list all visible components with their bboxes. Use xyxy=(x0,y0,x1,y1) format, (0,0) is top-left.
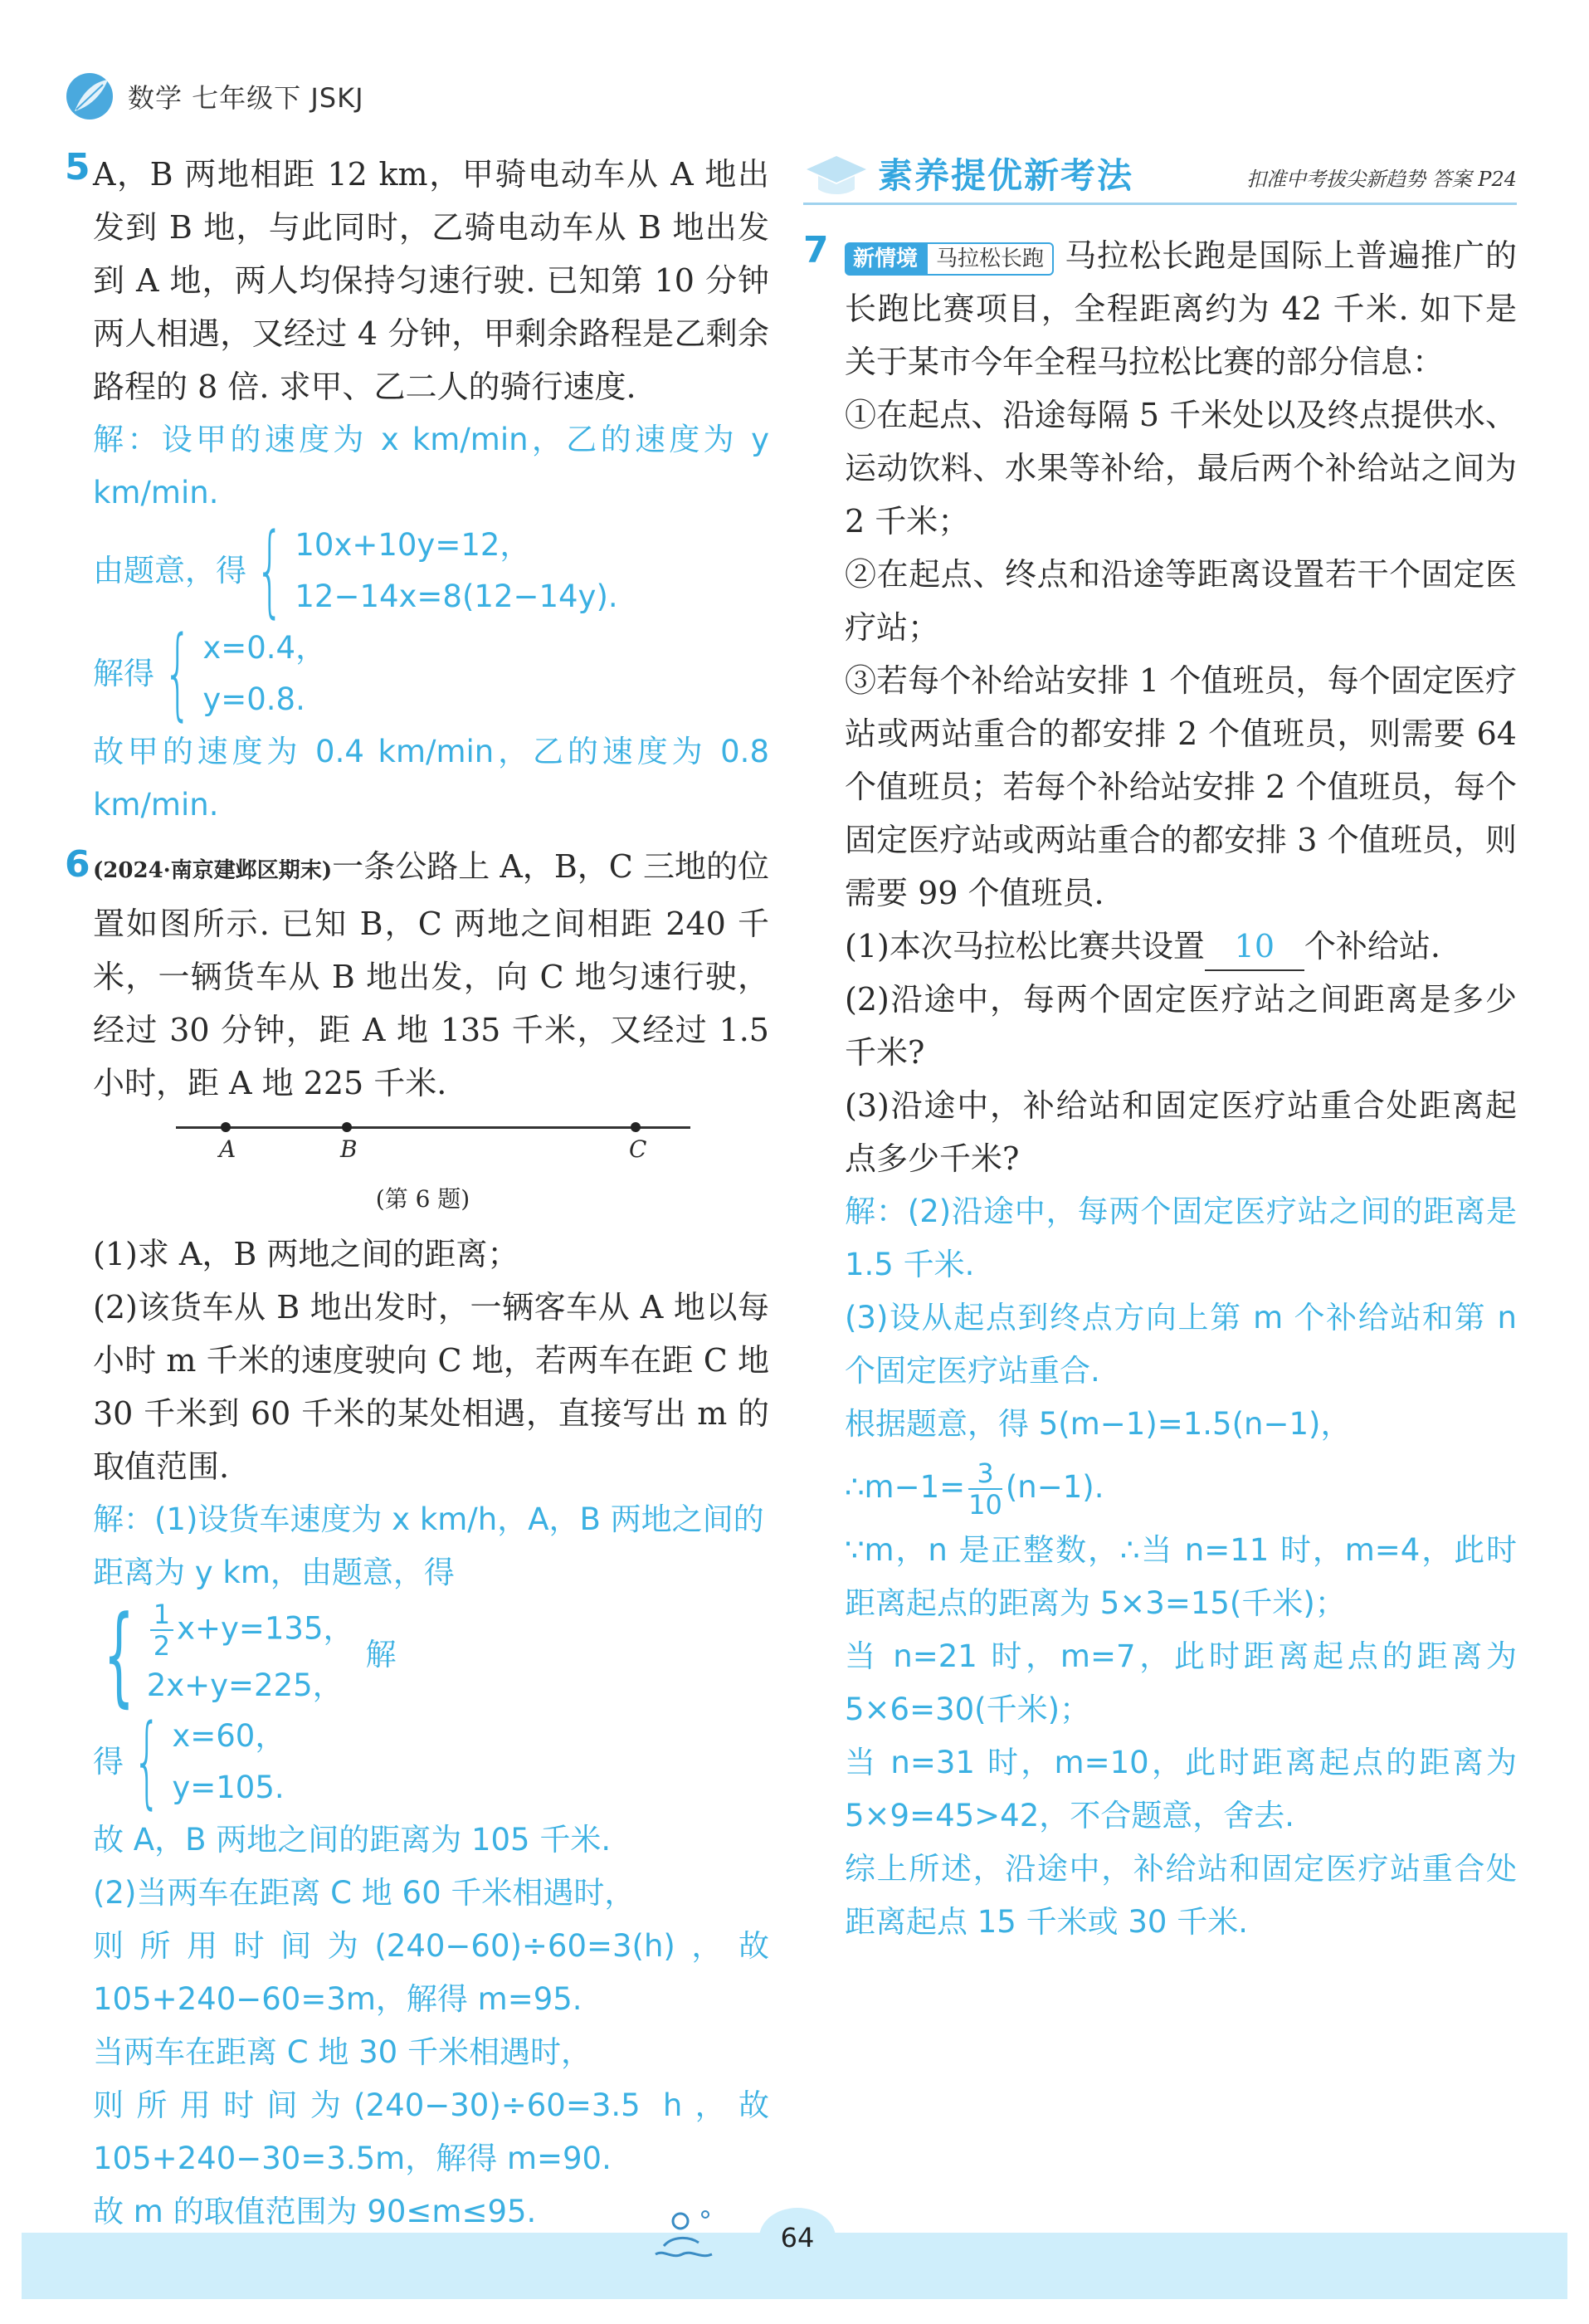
q7-sub2: (2)沿途中，每两个固定医疗站之间距离是多少千米? xyxy=(845,981,1517,1071)
q7-sub1-post: 个补给站. xyxy=(1304,928,1440,964)
q7-answer-line: 解：(2)沿途中，每两个固定医疗站之间的距离是 1.5 千米. xyxy=(845,1194,1517,1282)
new-context-tag: 新情境 xyxy=(845,242,926,276)
q7-sub3: (3)沿途中，补给站和固定医疗站重合处距离起点多少千米? xyxy=(845,1087,1517,1177)
question-6-number: 6 xyxy=(65,843,90,886)
q5-eq2: 12−14x=8(12−14y). xyxy=(295,579,618,614)
q6-sol2: y=105. xyxy=(172,1770,285,1805)
left-brace-icon: { xyxy=(132,1704,162,1819)
question-5-number: 5 xyxy=(65,146,90,188)
q6-sol-label: 得 xyxy=(93,1744,124,1780)
q7-sub1-pre: (1)本次马拉松比赛共设置 xyxy=(845,928,1205,964)
q7-ans4-post: (n−1). xyxy=(1005,1469,1104,1505)
q6-stem-block xyxy=(93,840,769,1110)
section-divider xyxy=(803,203,1517,205)
q6-sol1: x=60， xyxy=(172,1718,286,1754)
q7-answer-line: 当 n=21 时，m=7，此时距离起点的距离为 5×6=30(千米)； xyxy=(845,1638,1517,1727)
q5-eq1: 10x+10y=12， xyxy=(295,527,531,563)
point-b xyxy=(342,1122,352,1132)
q6-figure xyxy=(93,1116,769,1183)
q7-answer-line: (3)设从起点到终点方向上第 m 个补给站和第 n 个固定医疗站重合. xyxy=(845,1300,1517,1389)
q6-sub2: (2)该货车从 B 地出发时，一辆客车从 A 地以每小时 m 千米的速度驶向 C 地，若两车在距 C 地 30 千米到 60 千米的某处相遇，直接写出 m 的取值范围. xyxy=(93,1289,769,1485)
q7-answer-line: ∵m，n 是正整数，∴当 n=11 时，m=4，此时距离起点的距离为 5×3=15(千米)； xyxy=(845,1532,1517,1621)
q6-line: 则所用时间为(240−60)÷60=3(h)，故 105+240−60=3m，解得 m=95. xyxy=(93,1928,769,2017)
q6-sub1: (1)求 A，B 两地之间的距离； xyxy=(93,1236,519,1272)
marathon-tag: 马拉松长跑 xyxy=(926,242,1054,276)
point-a xyxy=(221,1122,231,1132)
book-title: 数学 七年级下 JSKJ xyxy=(128,82,364,114)
q6-line: (2)当两车在距离 C 地 60 千米相遇时， xyxy=(93,1875,636,1911)
q6-line: 则所用时间为(240−30)÷60=3.5 h，故 105+240−30=3.5m，解得 m=90. xyxy=(93,2087,769,2176)
question-7-number: 7 xyxy=(803,229,829,271)
q6-eq2: 2x+y=225， xyxy=(146,1667,344,1703)
q6-source: (2024·南京建邺区期末) xyxy=(93,858,333,883)
graduation-cap-icon xyxy=(803,151,870,203)
q5-sol2: y=0.8. xyxy=(202,681,305,717)
q7-stem-block xyxy=(845,229,1517,388)
answer-blank: 10 xyxy=(1205,923,1304,971)
q6-line: 故 A，B 两地之间的距离为 105 千米. xyxy=(93,1822,612,1858)
right-column xyxy=(845,229,1517,1949)
q7-answer-line: 当 n=31 时，m=10，此时距离起点的距离为 5×9=45>42，不合题意，舍去. xyxy=(845,1745,1517,1833)
figure-caption: (第 6 题) xyxy=(375,1185,470,1213)
q7-stem: 马拉松长跑是国际上普遍推广的长跑比赛项目，全程距离约为 42 千米. 如下是关于某市今年全程马拉松比赛的部分信息： xyxy=(845,237,1517,380)
q6-line: 故 m 的取值范围为 90≤m≤95. xyxy=(93,2194,537,2229)
q6-eq-tail: 解 xyxy=(365,1637,397,1672)
left-brace-icon: { xyxy=(103,1592,134,1718)
q6-stem: 一条公路上 A，B，C 三地的位置如图所示. 已知 B，C 两地之间相距 240 千米，一辆货车从 B 地出发，向 C 地匀速行驶，经过 30 分钟，距 A 地 135 千米，又经过 1.5 小时，距 A 地 225 千米. xyxy=(93,848,769,1101)
section-subtitle: 扣准中考拔尖新趋势 答案 P24 xyxy=(1246,168,1517,191)
page-header xyxy=(66,71,364,121)
q6-frac-den: 2 xyxy=(153,1630,171,1662)
q5-answer-intro: 解：设甲的速度为 x km/min，乙的速度为 y km/min. xyxy=(93,422,769,510)
q7-info1: ①在起点、沿途每隔 5 千米处以及终点提供水、运动饮料、水果等补给，最后两个补给站之间为 2 千米； xyxy=(845,397,1517,540)
point-c xyxy=(631,1122,641,1132)
swimmer-mascot-icon xyxy=(647,2200,722,2266)
q7-sub1 xyxy=(845,920,1517,973)
section-title: 素养提优新考法 xyxy=(878,155,1134,196)
q6-frac-num: 1 xyxy=(150,1599,173,1631)
q7-answer-line: 综上所述，沿途中，补给站和固定医疗站重合处距离起点 15 千米或 30 千米. xyxy=(845,1851,1517,1940)
label-c: C xyxy=(629,1135,647,1163)
q5-sol1: x=0.4， xyxy=(202,630,327,666)
q5-eq-label: 由题意，得 xyxy=(93,553,246,588)
q5-solution-system xyxy=(93,616,769,731)
q7-answer-line: 根据题意，得 5(m−1)=1.5(n−1)， xyxy=(845,1406,1352,1442)
label-a: A xyxy=(219,1135,236,1163)
section-banner xyxy=(803,151,1517,209)
q7-ans4-pre: ∴m−1= xyxy=(845,1469,966,1505)
road-line xyxy=(176,1126,690,1129)
q7-answer-fraction-line xyxy=(845,1451,1517,1524)
q5-stem: A，B 两地相距 12 km，甲骑电动车从 A 地出发到 B 地，与此同时，乙骑电动车从 B 地出发到 A 地，两人均保持匀速行驶. 已知第 10 分钟两人相遇，又经过 4 分钟，甲剩余路程是乙剩余路程的 8 倍. 求甲、乙二人的骑行速度. xyxy=(93,156,769,405)
left-column xyxy=(93,148,769,2239)
q7-info3: ③若每个补给站安排 1 个值班员，每个固定医疗站或两站重合的都安排 2 个值班员，则需要 64 个值班员；若每个补给站安排 2 个值班员，每个固定医疗站或两站重合的都安排 3 个值班员，则需要 99 个值班员. xyxy=(845,662,1517,911)
q5-conclusion: 故甲的速度为 0.4 km/min，乙的速度为 0.8 km/min. xyxy=(93,734,769,823)
q6-answer-system xyxy=(93,1493,769,1718)
left-brace-icon: { xyxy=(163,616,193,731)
q6-line: 当两车在距离 C 地 30 千米相遇时， xyxy=(93,2034,592,2070)
page-number: 64 xyxy=(759,2208,836,2268)
q7-frac-num: 3 xyxy=(968,1458,1002,1490)
q6-solution-system xyxy=(93,1704,769,1819)
q5-equation-system xyxy=(93,513,769,628)
q6-eq1: x+y=135， xyxy=(177,1610,354,1647)
q7-frac-den: 10 xyxy=(968,1488,1002,1521)
label-b: B xyxy=(340,1135,358,1163)
leaf-logo-icon xyxy=(66,73,113,120)
q6-answer-intro: 解：(1)设货车速度为 x km/h，A，B 两地之间的距离为 y km，由题意，得 xyxy=(93,1501,764,1590)
q7-info2: ②在起点、终点和沿途等距离设置若干个固定医疗站； xyxy=(845,556,1517,646)
q5-sol-label: 解得 xyxy=(93,656,154,691)
left-brace-icon: { xyxy=(255,513,285,628)
